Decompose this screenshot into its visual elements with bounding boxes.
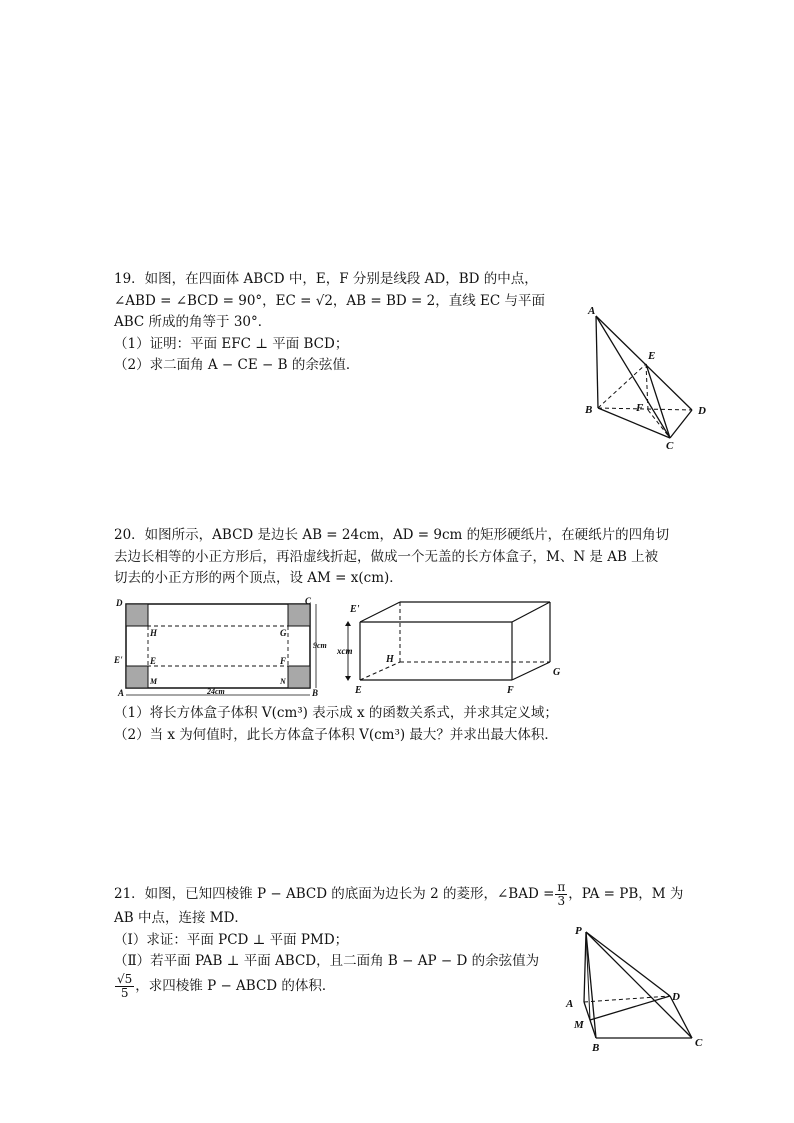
p21-pyramid-figure [560,920,720,1055]
p21-line1-end: ，PA = PB，M 为 [568,886,684,902]
p19-label-e: E [648,350,656,362]
p21-label-c: C [695,1037,703,1049]
p20-label-f: F [280,656,287,666]
p21-frac1-den: 3 [557,894,566,908]
p21-label-d: D [672,991,680,1003]
p20-label-g: G [280,628,287,638]
p19-label-f: F [636,402,644,414]
p20-line1: 20．如图所示，ABCD 是边长 AB = 24cm，AD = 9cm 的矩形硬纸片，在硬纸片的四角切 [114,527,670,543]
p20-line3: 切去的小正方形的两个顶点，设 AM = x(cm)． [114,570,403,586]
p21-fraction-sqrt5-over-5 [115,973,134,1000]
p20-label-m: M [150,677,158,686]
problem-20 [114,525,669,590]
p21-frac2-num: √5 [117,971,133,986]
p19-label-c: C [666,440,674,452]
p20-box-label-e: E [355,685,362,696]
p20-label-h: H [150,628,158,638]
p20-box-label-g: G [553,667,561,678]
p21-line1-start: 21．如图，已知四棱锥 P − ABCD 的底面为边长为 2 的菱形，∠BAD = [114,886,555,902]
p19-label-b: B [585,404,593,416]
p21-label-m: M [574,1019,584,1031]
p20-cardboard-figure [112,596,332,700]
problem-20-questions [114,703,558,746]
p20-label-d: D [116,598,123,608]
p19-label-d: D [698,405,706,417]
p20-label-9cm: 9cm [313,641,327,650]
p20-box-label-e-prime: E' [350,604,360,615]
p19-tetrahedron-figure [580,300,730,455]
p20-box-figure [334,596,574,700]
p20-question-2: （2）当 x 为何值时，此长方体盒子体积 V(cm³) 最大？并求出最大体积． [114,726,558,743]
p20-label-e: E [150,656,157,666]
p19-question-1: （1）证明：平面 EFC ⊥ 平面 BCD； [114,335,349,352]
p21-frac1-num: π [557,880,566,894]
p20-box-label-h: H [386,654,394,665]
p21-fraction-pi-over-3 [555,881,567,908]
p21-label-b: B [592,1042,600,1054]
p20-label-n: N [280,677,286,686]
p19-line2: ∠ABD = ∠BCD = 90°，EC = √2，AB = BD = 2，直线 EC 与平面 [114,292,545,309]
p20-question-1: （1）将长方体盒子体积 V(cm³) 表示成 x 的函数关系式，并求其定义域； [114,705,558,721]
problem-19 [114,269,545,377]
p20-label-c: C [305,596,312,606]
p21-question-2-end: ，求四棱锥 P − ABCD 的体积． [135,977,336,994]
p21-label-p: P [575,925,582,937]
p21-line1 [114,881,683,908]
p19-line1: 19．如图，在四面体 ABCD 中，E，F 分别是线段 AD，BD 的中点， [114,271,538,287]
p21-label-a: A [566,998,574,1010]
p20-label-a: A [118,688,125,698]
p20-line2: 去边长相等的小正方形后，再沿虚线折起，做成一个无盖的长方体盒子，M、N 是 AB 上被 [114,548,659,565]
p20-label-24cm: 24cm [207,687,225,696]
p21-question-2: （Ⅱ）若平面 PAB ⊥ 平面 ABCD，且二面角 B − AP − D 的余弦值为 [114,953,540,969]
p21-question-1: （Ⅰ）求证：平面 PCD ⊥ 平面 PMD； [114,931,349,948]
p19-line3: ABC 所成的角等于 30°． [114,314,272,330]
p20-box-label-f: F [507,685,514,696]
p19-label-a: A [588,305,596,317]
p20-box-label-xcm: xcm [337,646,353,656]
p20-label-b: B [312,688,319,698]
p20-label-e-prime: E' [114,655,123,665]
p19-question-2: （2）求二面角 A − CE − B 的余弦值． [114,357,360,373]
p21-frac2-den: 5 [120,985,129,1000]
p21-line2: AB 中点，连接 MD． [114,910,248,926]
